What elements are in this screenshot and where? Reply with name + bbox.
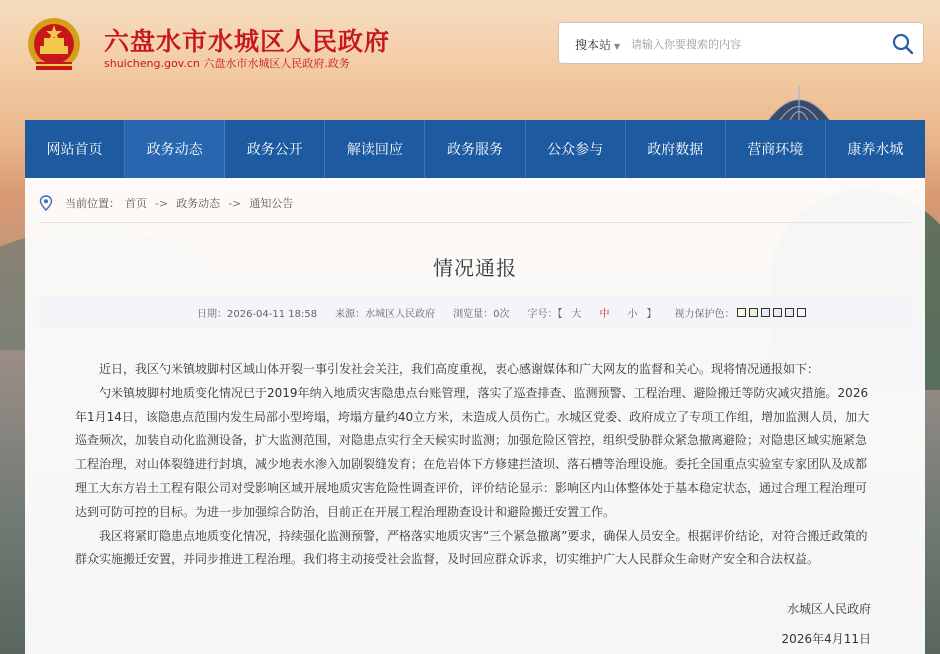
nav-item-wellness[interactable]: 康养水城 — [847, 142, 904, 158]
breadcrumb-news[interactable]: 政务动态 — [176, 197, 221, 210]
breadcrumb-separator: -> — [228, 196, 242, 210]
search-icon[interactable] — [891, 32, 915, 56]
paragraph: 我区将紧盯隐患点地质变化情况，持续强化监测预警，严格落实地质灾害“三个紧急撤离”要求，确保人员安全。根据评价结论，对符合搬迁政策的群众实施搬迁安置，并同步推进工程治理。我们将主动接受社会监督，及时回应群众诉求，切实维护广大人民群众生命财产安全和合法权益。 — [75, 528, 868, 567]
eye-care-swatch-2[interactable] — [749, 308, 758, 317]
nav-item-participation[interactable]: 公众参与 — [526, 120, 626, 178]
publish-date: 日期：2026-04-11 18:58 — [197, 308, 318, 320]
eye-care-swatch-4[interactable] — [773, 308, 782, 317]
font-size-medium[interactable]: 中 — [599, 308, 610, 320]
search-scope-label: 搜本站 — [575, 38, 612, 52]
search-scope-dropdown[interactable] — [575, 36, 620, 53]
eye-care-swatches — [737, 308, 806, 317]
nav-item-open-affairs[interactable]: 政务公开 — [225, 120, 325, 178]
paragraph: 近日，我区勺米镇坡脚村区域山体开裂一事引发社会关注，我们高度重视，衷心感谢媒体和广大网友的监督和关心。现将情况通报如下： — [99, 362, 820, 376]
breadcrumb-home[interactable]: 首页 — [125, 197, 147, 210]
view-count: 浏览量：0次 — [453, 308, 510, 320]
nav-item-services[interactable]: 政务服务 — [425, 120, 525, 178]
signature-date: 2026年4月11日 — [781, 632, 871, 646]
eye-care-label: 视力保护色： — [674, 308, 735, 320]
chevron-down-icon: ▼ — [614, 42, 621, 51]
signature-org: 水城区人民政府 — [786, 602, 871, 616]
breadcrumb-notices[interactable]: 通知公告 — [249, 197, 294, 210]
eye-care-swatch-1[interactable] — [737, 308, 746, 317]
breadcrumb-prefix: 当前位置： — [65, 197, 120, 210]
paragraph: 勺米镇坡脚村地质变化情况已于2019年纳入地质灾害隐患点台账管理，落实了巡查排查、监测预警、工程治理、避险搬迁等防灾减灾措施。2026年1月14日，该隐患点范围内发生局部小型垮塌，垮塌方量约40立方米，未造成人员伤亡。水城区党委、政府成立了专项工作组，增加监测人员，加大巡查频次，加装自动化监测设备，扩大监测范围，对隐患点实行全天候实时监测；加强危险区管控，组织受胁群众紧急撤离避险；对隐患区域实施紧急工程治理，对山体裂缝进行封填，减少地表水渗入加剧裂缝发育；在危岩体下方修建拦渣坝、落石槽等治理设施。委托全国重点实验室专家团队及成都理工大东方岩土工程有限公司对受影响区域开展地质灾害危险性调查评价，评价结论显示：影响区内山体整体处于基本稳定状态，通过合理工程治理可达到可防可控的目标。为进一步加强综合防治，目前正在开展工程治理勘查设计和避险搬迁安置工作。 — [75, 385, 870, 519]
search-input[interactable] — [631, 32, 871, 56]
article-meta-bar — [39, 296, 911, 328]
main-nav — [25, 120, 925, 178]
site-header — [0, 0, 940, 120]
article-body — [75, 358, 875, 572]
nav-item-data[interactable]: 政府数据 — [626, 120, 726, 178]
article-source: 来源：水城区人民政府 — [335, 308, 436, 320]
eye-care-swatch-6[interactable] — [797, 308, 806, 317]
nav-item-business[interactable]: 营商环境 — [726, 120, 826, 178]
nav-item-news[interactable]: 政务动态 — [125, 120, 225, 178]
font-size-large[interactable]: 大 — [571, 308, 582, 320]
font-size-label: 字号：【 — [527, 308, 563, 320]
content-panel — [25, 178, 925, 654]
article-title: 情况通报 — [433, 256, 517, 280]
font-size-control — [528, 305, 657, 320]
breadcrumb-separator: -> — [155, 196, 169, 210]
breadcrumb — [39, 195, 298, 211]
eye-care-swatch-5[interactable] — [785, 308, 794, 317]
font-size-small[interactable]: 小 — [627, 308, 638, 320]
font-size-close: 】 — [646, 308, 657, 320]
site-title[interactable]: 六盘水市水城区人民政府 — [104, 27, 391, 56]
site-subtitle: shuicheng.gov.cn 六盘水市水城区人民政府.政务 — [104, 57, 350, 70]
nav-item-interpretation[interactable]: 解读回应 — [325, 120, 425, 178]
nav-item-home[interactable]: 网站首页 — [25, 120, 125, 178]
location-pin-icon — [39, 195, 53, 211]
eye-care-swatch-3[interactable] — [761, 308, 770, 317]
search-box — [558, 22, 924, 64]
national-emblem-icon[interactable] — [26, 16, 82, 74]
divider — [39, 222, 911, 223]
